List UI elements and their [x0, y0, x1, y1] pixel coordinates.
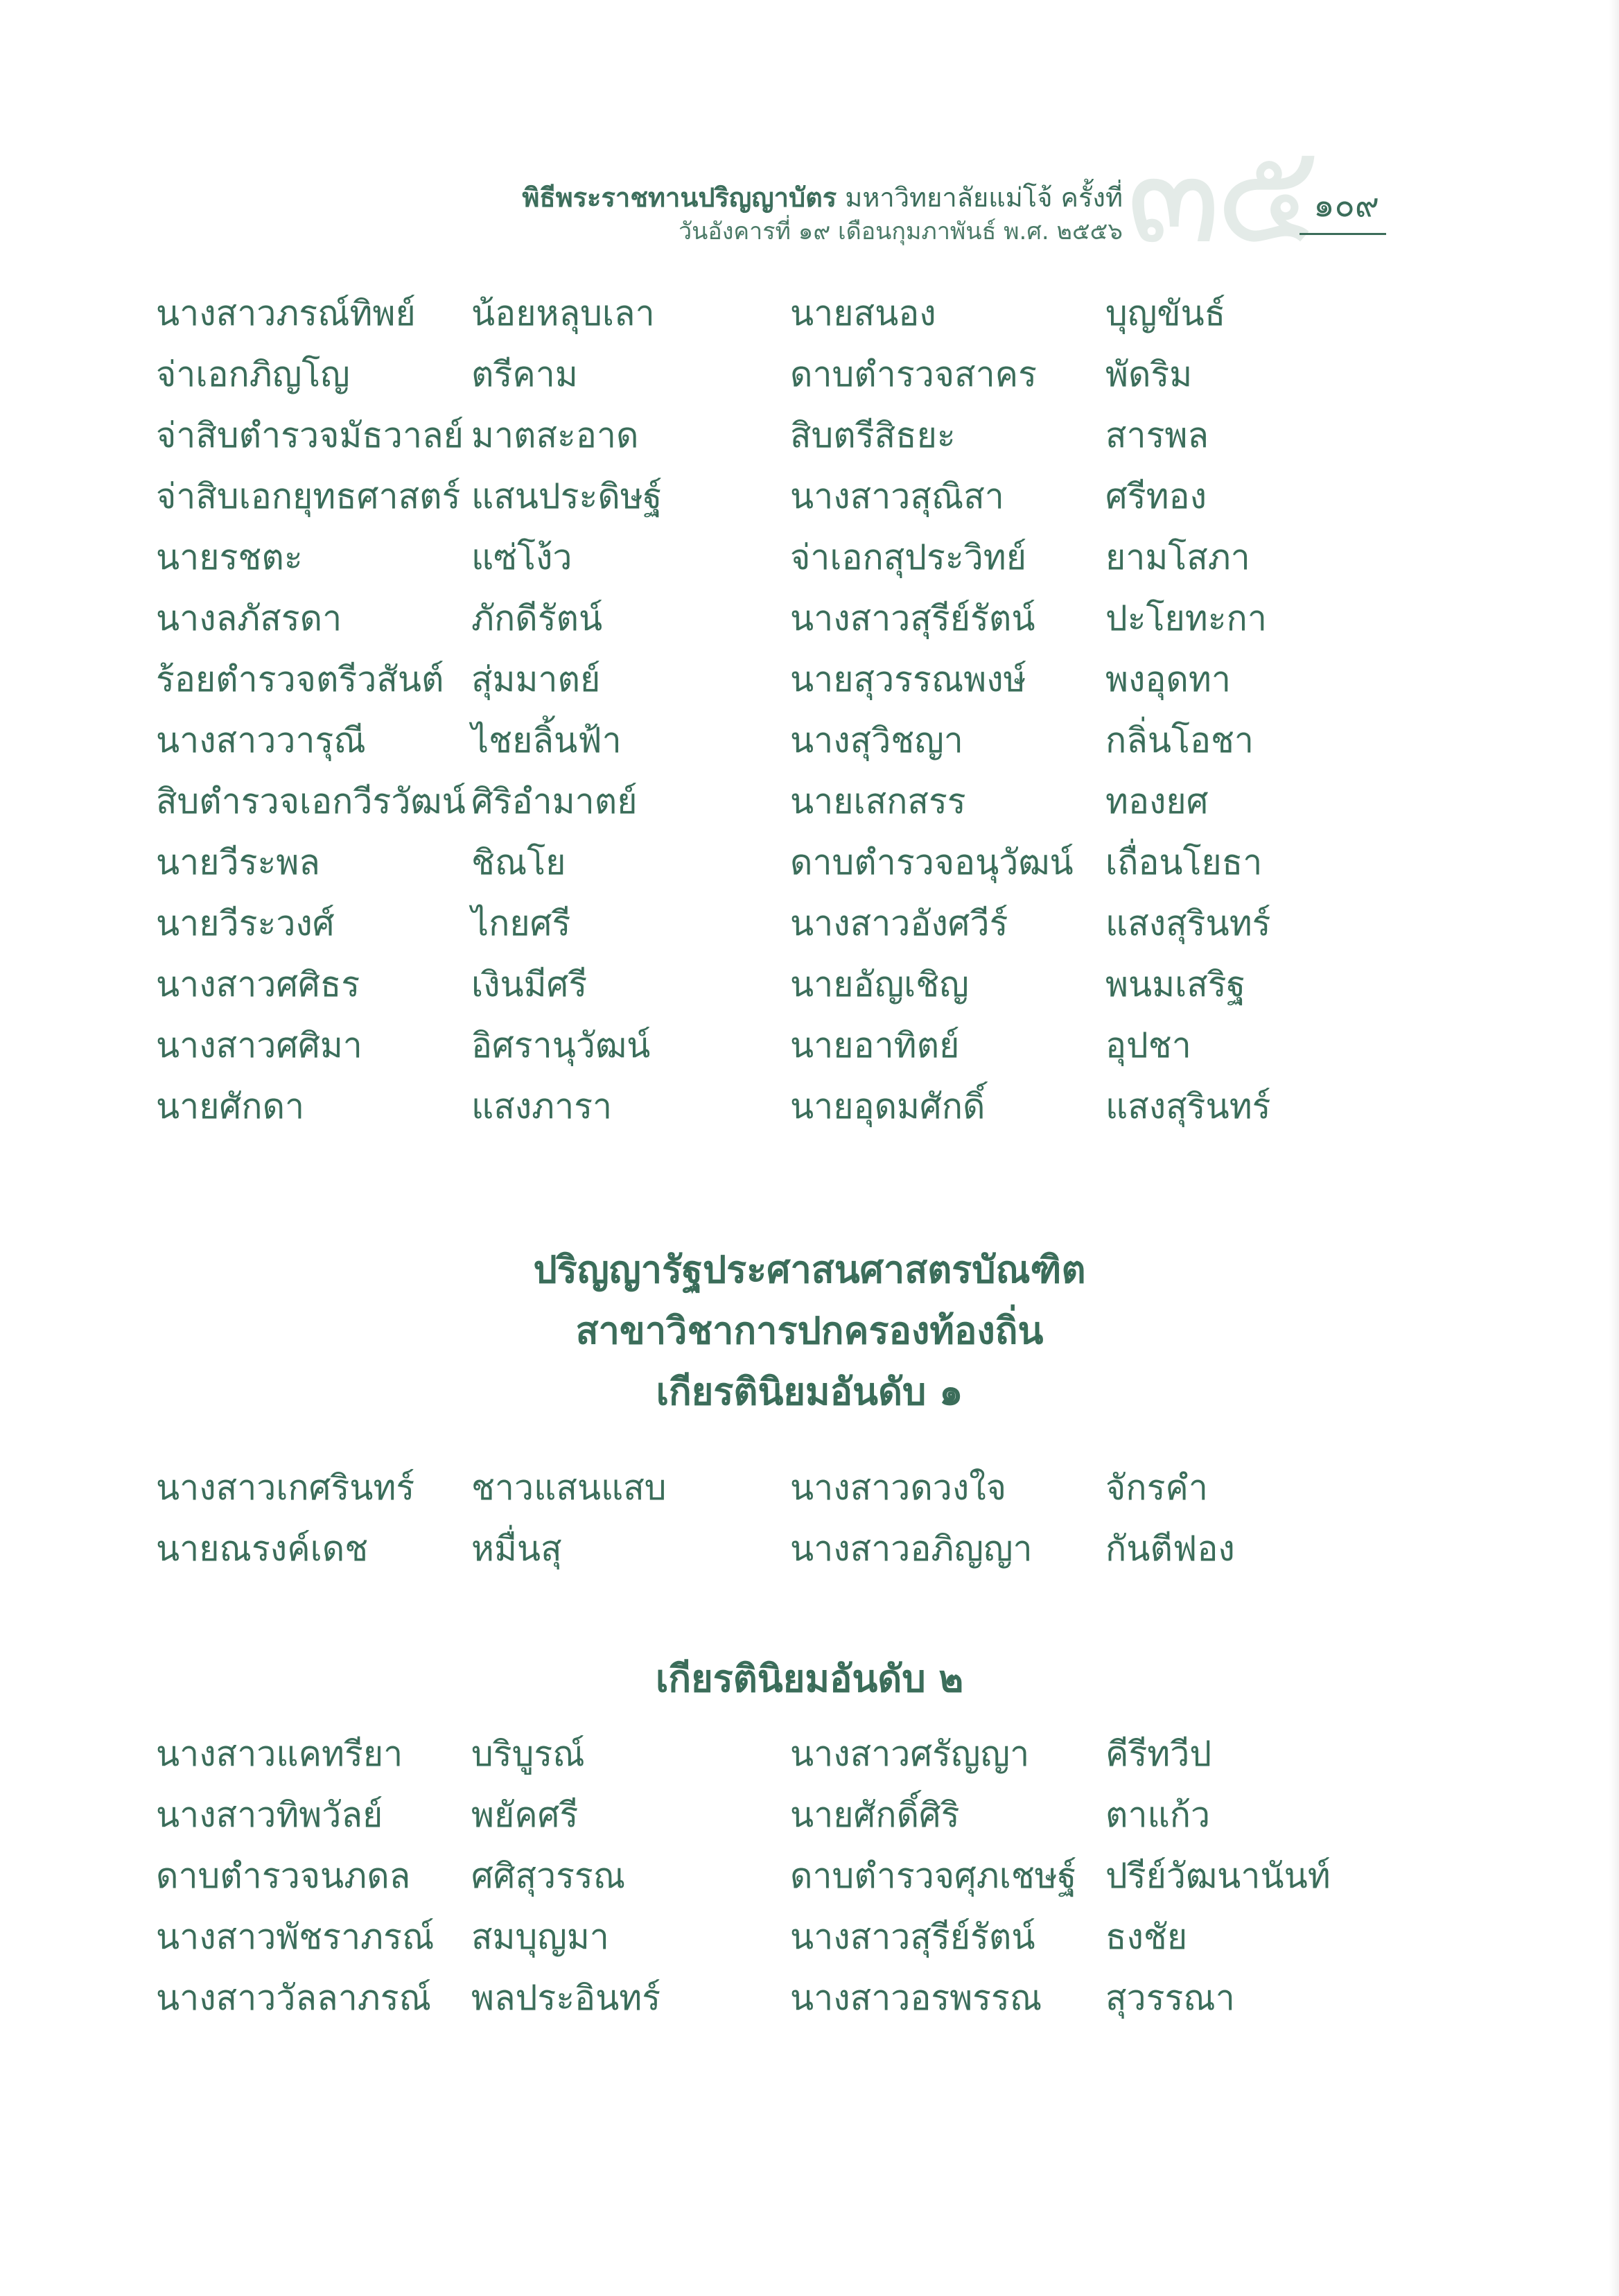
- graduate-surname: แสงภารา: [471, 1086, 613, 1127]
- graduate-first-name: นางสาวสุณิสา: [790, 476, 1004, 516]
- graduate-row: [156, 1784, 1376, 1845]
- graduate-surname: หมื่นสุ: [471, 1529, 562, 1569]
- graduate-surname: ศิริอำมาตย์: [471, 781, 638, 821]
- graduate-surname: ปะโยทะกา: [1105, 598, 1267, 638]
- graduate-first-name: นางสาวสุรีย์รัตน์: [790, 1917, 1035, 1957]
- degree-title: ปริญญารัฐประศาสนศาสตรบัณฑิต: [533, 1248, 1086, 1292]
- graduate-first-name: จ่าสิบเอกยุทธศาสตร์: [156, 476, 461, 516]
- graduate-surname: ชาวแสนแสบ: [471, 1468, 667, 1508]
- graduate-first-name: นางสาวอภิญญา: [790, 1529, 1033, 1569]
- graduate-row: [156, 771, 1376, 832]
- graduate-first-name: นางสาวภรณ์ทิพย์: [156, 293, 416, 333]
- graduate-surname: สุ่มมาตย์: [471, 659, 601, 699]
- graduate-row: [156, 527, 1376, 588]
- graduate-surname: ตาแก้ว: [1105, 1795, 1211, 1835]
- graduate-first-name: จ่าเอกภิญโญ: [156, 354, 350, 394]
- graduate-first-name: นายเสกสรร: [790, 781, 966, 821]
- graduate-first-name: นายสุวรรณพงษ์: [790, 659, 1026, 699]
- scan-edge: [1609, 0, 1619, 2296]
- graduate-surname: บริบูรณ์: [471, 1734, 585, 1774]
- graduate-first-name: นางสาวดวงใจ: [790, 1468, 1007, 1508]
- ceremony-number-watermark: ๓๕: [1126, 113, 1315, 275]
- graduate-first-name: นางลภัสรดา: [156, 598, 342, 638]
- graduate-surname: แสงสุรินทร์: [1105, 1086, 1271, 1127]
- graduate-row: [156, 649, 1376, 710]
- graduate-row: [156, 1845, 1376, 1906]
- graduate-surname: ปรีย์วัฒนานันท์: [1105, 1856, 1331, 1896]
- graduate-first-name: จ่าสิบตำรวจมัธวาลย์: [156, 415, 464, 455]
- graduate-surname: อิศรานุวัฒน์: [471, 1025, 651, 1066]
- graduate-surname: ตรีคาม: [471, 354, 578, 394]
- graduate-surname: แสงสุรินทร์: [1105, 903, 1271, 943]
- graduate-surname: ไกยศรี: [471, 903, 571, 943]
- graduate-first-name: นางสาวศศิมา: [156, 1025, 362, 1066]
- graduate-first-name: นายอุดมศักดิ์: [790, 1086, 986, 1127]
- graduate-surname: ศศิสุวรรณ: [471, 1856, 626, 1896]
- graduate-surname: ไชยลิ้นฟ้า: [471, 720, 622, 760]
- graduate-surname: ธงชัย: [1105, 1917, 1188, 1957]
- graduate-row: [156, 1457, 1376, 1518]
- graduate-surname: สุวรรณา: [1105, 1978, 1235, 2018]
- graduate-first-name: นายรชตะ: [156, 537, 303, 577]
- graduate-first-name: นายวีระวงศ์: [156, 903, 335, 943]
- graduate-surname: มาตสะอาด: [471, 415, 639, 455]
- graduate-row: [156, 588, 1376, 649]
- graduate-first-name: นางสาวอรพรรณ: [790, 1978, 1042, 2018]
- graduate-surname: บุญขันธ์: [1105, 293, 1226, 333]
- graduate-first-name: ดาบตำรวจนภดล: [156, 1856, 411, 1896]
- page-number: ๑๐๙: [1299, 179, 1386, 235]
- graduate-first-name: ดาบตำรวจสาคร: [790, 354, 1037, 394]
- graduate-first-name: นางสุวิชญา: [790, 720, 963, 760]
- graduate-first-name: นายสนอง: [790, 293, 936, 333]
- graduate-first-name: นางสาวทิพวัลย์: [156, 1795, 383, 1835]
- graduate-row: [156, 1015, 1376, 1076]
- graduate-row: [156, 1076, 1376, 1137]
- graduate-surname: สารพล: [1105, 415, 1209, 455]
- graduate-row: [156, 832, 1376, 893]
- graduate-row: [156, 1723, 1376, 1784]
- graduate-surname: พงอุดทา: [1105, 659, 1231, 699]
- graduate-row: [156, 466, 1376, 527]
- graduate-surname: กันตีฟอง: [1105, 1529, 1235, 1569]
- graduate-first-name: นายศักดิ์ศิริ: [790, 1795, 960, 1835]
- graduate-list-top: [156, 283, 1376, 1137]
- graduate-list-honor1: [156, 1457, 1376, 1579]
- graduate-first-name: นายวีระพล: [156, 842, 320, 882]
- graduate-first-name: นางสาววัลลาภรณ์: [156, 1978, 431, 2018]
- graduate-row: [156, 1518, 1376, 1579]
- ceremony-date: วันอังคารที่ ๑๙ เดือนกุมภาพันธ์ พ.ศ. ๒๕๕๖: [679, 218, 1123, 245]
- graduate-first-name: ดาบตำรวจศุภเชษฐ์: [790, 1856, 1077, 1896]
- graduate-surname: สมบุญมา: [471, 1917, 609, 1957]
- graduate-first-name: นางสาวแคทรียา: [156, 1734, 403, 1774]
- graduate-first-name: ร้อยตำรวจตรีวสันต์: [156, 659, 444, 699]
- ceremony-title-bold: พิธีพระราชทานปริญญาบัตร: [522, 182, 837, 213]
- graduate-row: [156, 405, 1376, 466]
- graduate-surname: แซ่โง้ว: [471, 537, 572, 577]
- graduate-surname: คีรีทวีป: [1105, 1734, 1212, 1774]
- graduate-first-name: นายอัญเชิญ: [790, 964, 969, 1004]
- graduate-surname: พนมเสริฐ: [1105, 964, 1246, 1004]
- ceremony-title-rest: มหาวิทยาลัยแม่โจ้ ครั้งที่: [837, 182, 1123, 213]
- graduate-row: [156, 1906, 1376, 1967]
- page-header: [522, 113, 1400, 284]
- graduate-surname: ทองยศ: [1105, 781, 1209, 821]
- graduate-first-name: นางสาวพัชราภรณ์: [156, 1917, 435, 1957]
- graduate-row: [156, 1967, 1376, 2028]
- graduate-surname: แสนประดิษฐ์: [471, 476, 663, 516]
- graduate-first-name: สิบตำรวจเอกวีรวัฒน์: [156, 781, 466, 821]
- graduate-row: [156, 710, 1376, 771]
- graduate-surname: ภักดีรัตน์: [471, 598, 603, 638]
- graduate-surname: เงินมีศรี: [471, 964, 588, 1004]
- graduate-surname: ยามโสภา: [1105, 537, 1250, 577]
- graduate-first-name: นางสาวศศิธร: [156, 964, 360, 1004]
- graduate-list-honor2: [156, 1723, 1376, 2028]
- degree-major: สาขาวิชาการปกครองท้องถิ่น: [575, 1309, 1044, 1353]
- graduate-surname: น้อยหลุบเลา: [471, 293, 655, 333]
- graduate-row: [156, 344, 1376, 405]
- graduate-first-name: นางสาวเกศรินทร์: [156, 1468, 415, 1508]
- graduate-surname: เถื่อนโยธา: [1105, 842, 1263, 882]
- graduate-first-name: จ่าเอกสุประวิทย์: [790, 537, 1027, 577]
- graduate-first-name: นายศักดา: [156, 1086, 305, 1127]
- graduate-surname: กลิ่นโอชา: [1105, 720, 1254, 760]
- graduate-surname: พยัคศรี: [471, 1795, 579, 1835]
- graduate-row: [156, 893, 1376, 954]
- graduate-surname: พัดริม: [1105, 354, 1193, 394]
- graduate-surname: อุปชา: [1105, 1025, 1191, 1066]
- graduate-surname: จักรคำ: [1105, 1468, 1208, 1508]
- graduate-surname: ศรีทอง: [1105, 476, 1207, 516]
- honor-second-class-heading: เกียรตินิยมอันดับ ๒: [655, 1657, 964, 1701]
- graduate-first-name: นางสาวอังศวีร์: [790, 903, 1008, 943]
- graduate-row: [156, 954, 1376, 1015]
- graduate-first-name: นางสาวศรัญญา: [790, 1734, 1030, 1774]
- graduate-first-name: นายอาทิตย์: [790, 1025, 960, 1066]
- graduate-first-name: นายณรงค์เดช: [156, 1529, 369, 1569]
- graduate-first-name: ดาบตำรวจอนุวัฒน์: [790, 842, 1074, 882]
- graduate-row: [156, 283, 1376, 344]
- honor-first-class-heading: เกียรตินิยมอันดับ ๑: [656, 1370, 963, 1414]
- graduate-first-name: สิบตรีสิธยะ: [790, 415, 956, 455]
- graduate-first-name: นางสาววารุณี: [156, 720, 366, 760]
- graduate-surname: พลประอินทร์: [471, 1978, 661, 2018]
- graduate-first-name: นางสาวสุรีย์รัตน์: [790, 598, 1035, 638]
- graduate-surname: ชิณโย: [471, 842, 566, 882]
